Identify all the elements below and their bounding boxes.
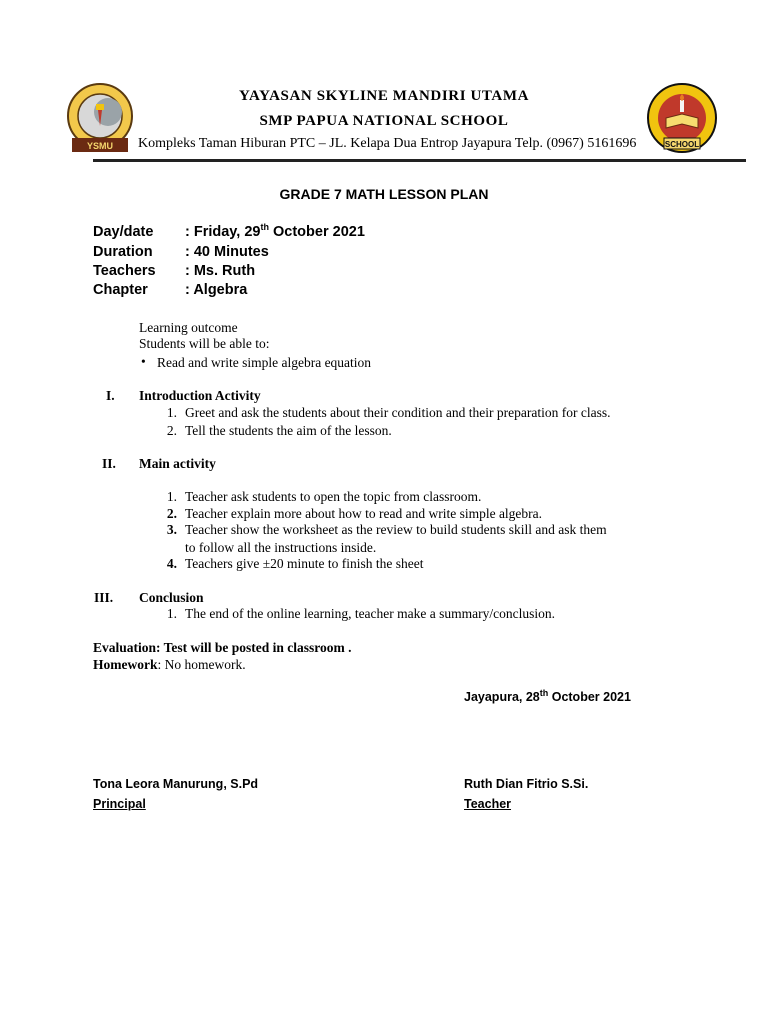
homework-value: : No homework. xyxy=(157,657,246,672)
list-number: 1. xyxy=(166,489,177,504)
list-number: 1. xyxy=(166,606,177,621)
teacher-name: Ruth Dian Fitrio S.Si. xyxy=(464,777,589,791)
list-item-continuation: to follow all the instructions inside. xyxy=(185,540,377,555)
principal-name: Tona Leora Manurung, S.Pd xyxy=(93,777,259,791)
section-2-numeral: II. xyxy=(102,456,116,471)
section-2-title: Main activity xyxy=(139,456,216,471)
list-item: Teacher show the worksheet as the review to build students skill and ask them xyxy=(185,522,607,537)
evaluation-line xyxy=(93,640,352,656)
list-item: Teacher explain more about how to read and write simple algebra. xyxy=(185,506,543,521)
teachers-label: Teachers xyxy=(93,263,156,279)
homework-label: Homework xyxy=(93,657,158,672)
duration-label: Duration xyxy=(93,244,153,260)
list-item: Teachers give ±20 minute to finish the sheet xyxy=(185,556,424,571)
outcome-bullet: Read and write simple algebra equation xyxy=(157,355,372,370)
list-item: Teacher ask students to open the topic from classroom. xyxy=(185,489,482,504)
section-3-title: Conclusion xyxy=(139,590,204,605)
evaluation-label: Evaluation: xyxy=(93,640,161,655)
chapter-label: Chapter xyxy=(93,282,148,298)
section-1-title: Introduction Activity xyxy=(139,388,261,403)
list-number: 2. xyxy=(166,506,177,521)
school-address: Kompleks Taman Hiburan PTC – JL. Kelapa Dua Entrop Jayapura Telp. (0967) 5161696 xyxy=(138,136,637,151)
list-item: Tell the students the aim of the lesson. xyxy=(185,423,392,438)
foundation-name: YAYASAN SKYLINE MANDIRI UTAMA xyxy=(238,88,530,104)
list-number: 3. xyxy=(166,522,177,537)
ysmu-banner-text: YSMU xyxy=(86,141,114,151)
school-name: SMP PAPUA NATIONAL SCHOOL xyxy=(259,113,509,129)
duration-value: : 40 Minutes xyxy=(185,244,269,260)
outcome-intro: Students will be able to: xyxy=(139,336,270,351)
list-item: Greet and ask the students about their condition and their preparation for class. xyxy=(185,405,611,420)
day-value: : Friday, 29th October 2021 xyxy=(185,222,365,240)
section-1-numeral: I. xyxy=(106,388,115,403)
teacher-role: Teacher xyxy=(464,797,512,811)
teachers-value: : Ms. Ruth xyxy=(185,263,256,279)
homework-line xyxy=(93,657,246,673)
place-date: Jayapura, 28th October 2021 xyxy=(464,687,631,704)
chapter-value: : Algebra xyxy=(185,282,248,298)
section-3-numeral: III. xyxy=(94,590,114,605)
list-item: The end of the online learning, teacher make a summary/conclusion. xyxy=(185,606,555,621)
header-divider xyxy=(93,159,746,162)
list-number: 4. xyxy=(166,556,177,571)
evaluation-value: Test will be posted in classroom . xyxy=(160,640,352,655)
day-label: Day/date xyxy=(93,224,154,240)
list-number: 2. xyxy=(166,423,177,438)
page-title: GRADE 7 MATH LESSON PLAN xyxy=(279,186,489,202)
outcome-heading: Learning outcome xyxy=(139,320,238,335)
principal-role: Principal xyxy=(93,797,146,811)
bullet-icon: • xyxy=(141,354,146,369)
school-banner-text: SCHOOL xyxy=(664,140,700,149)
list-number: 1. xyxy=(166,405,177,420)
